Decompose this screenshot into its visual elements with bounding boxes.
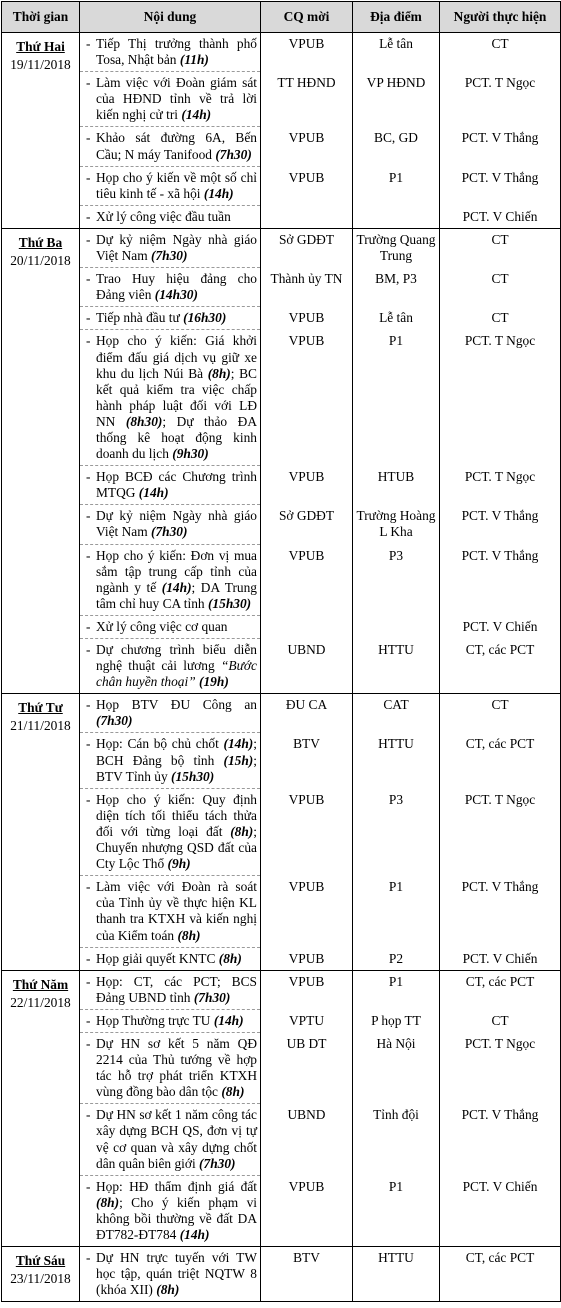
agenda-text <box>96 36 257 68</box>
agenda-text <box>96 333 257 462</box>
agenda-item <box>80 1104 260 1175</box>
agenda-fragment: Họp BCĐ các Chương trình MTQG <box>96 469 257 501</box>
time-emphasis <box>214 1013 244 1028</box>
column-place <box>353 1247 440 1302</box>
time-label: (9h) <box>167 856 191 872</box>
agenda-item <box>80 505 260 544</box>
performer-value: CT <box>491 1012 509 1028</box>
performer-value: PCT. V Thắng <box>461 879 539 895</box>
location-value: P3 <box>388 547 404 563</box>
bullet-dash: - <box>86 508 91 524</box>
header-location: Địa điểm <box>353 2 440 33</box>
agenda-text <box>96 508 257 540</box>
agenda-text <box>96 736 257 784</box>
agenda-text <box>96 642 257 690</box>
column-cont <box>80 694 261 970</box>
time-label: (14h) <box>138 485 169 501</box>
time-emphasis <box>156 1282 179 1297</box>
agenda-item <box>80 1010 260 1033</box>
day-group <box>2 228 561 693</box>
time-emphasis <box>224 753 254 768</box>
agenda-text <box>96 879 257 943</box>
agenda-item <box>80 72 260 127</box>
agenda-fragment: Xử lý công việc đầu tuần <box>96 208 231 224</box>
agenda-text <box>96 792 257 872</box>
agenda-text <box>96 619 257 635</box>
agenda-fragment: Họp cho ý kiến về một số chỉ tiêu kinh tế - xã hội <box>96 169 257 201</box>
time-emphasis <box>96 713 132 728</box>
performer-value: PCT. V Chiến <box>462 950 538 966</box>
agenda-fragment: Trao Huy hiệu đảng cho Đảng viên <box>96 271 257 303</box>
inviter-value: TT HĐND <box>277 75 336 91</box>
time-emphasis <box>194 990 230 1005</box>
time-emphasis <box>224 736 254 751</box>
agenda-text <box>96 974 257 1006</box>
day-date: 19/11/2018 <box>10 57 71 72</box>
bullet-dash: - <box>86 1107 91 1123</box>
location-value: P1 <box>388 879 404 895</box>
agenda-fragment: ; DA Trung tâm chỉ huy CA tỉnh <box>96 579 257 611</box>
agenda-item <box>80 307 260 330</box>
inviter-value: Sở GDĐT <box>278 508 335 524</box>
column-cont <box>80 970 261 1246</box>
time-label: (8h) <box>221 1084 245 1100</box>
performer-value: CT, các PCT <box>465 1250 535 1266</box>
time-label: (15h30) <box>171 768 215 784</box>
performer-value: PCT. V Chiến <box>462 618 538 634</box>
agenda-item <box>80 33 260 72</box>
agenda-item <box>80 1247 260 1301</box>
agenda-item <box>80 206 260 228</box>
location-value: HTUB <box>377 469 415 485</box>
bullet-dash: - <box>86 1035 91 1051</box>
bullet-dash: - <box>86 1250 91 1266</box>
bullet-dash: - <box>86 642 91 657</box>
performer-value: PCT. V Thắng <box>461 169 539 185</box>
bullet-dash: - <box>86 879 91 895</box>
day-group <box>2 1247 561 1302</box>
agenda-fragment: ; Cho ý kiến phạm vi không bồi thường về đất DA ĐT782-ĐT784 <box>96 1194 257 1242</box>
day-cell <box>2 228 80 693</box>
time-label: (7h30) <box>151 248 188 264</box>
inviter-value: VPUB <box>288 973 325 989</box>
inviter-value: VPTU <box>289 1012 324 1028</box>
column-place <box>353 694 440 970</box>
time-label: (9h30) <box>172 446 209 462</box>
agenda-item <box>80 1033 260 1104</box>
agenda-text <box>96 1107 257 1171</box>
column-cq <box>261 970 353 1246</box>
location-value: P3 <box>388 791 404 807</box>
time-emphasis <box>155 287 198 302</box>
performer-value: PCT. V Chiến <box>462 208 538 224</box>
location-value: HTTU <box>378 642 414 657</box>
bullet-dash: - <box>86 547 91 563</box>
day-date: 22/11/2018 <box>10 994 71 1010</box>
agenda-text <box>96 697 257 729</box>
agenda-item <box>80 229 260 268</box>
agenda-text <box>96 130 257 162</box>
day-name: Thứ Hai <box>16 39 65 54</box>
agenda-fragment: Họp Thường trực TU <box>96 1012 211 1028</box>
day-cell <box>2 1247 80 1302</box>
performer-value: CT <box>491 231 509 247</box>
agenda-fragment: Xử lý công việc cơ quan <box>96 618 228 634</box>
agenda-fragment: Tiếp Thị trưởng thành phố Tosa, Nhật bản <box>96 36 257 68</box>
day-name: Thứ Năm <box>12 976 69 992</box>
inviter-value: VPUB <box>288 333 325 349</box>
bullet-dash: - <box>86 736 91 752</box>
performer-value: PCT. T Ngọc <box>464 333 536 349</box>
location-value: P1 <box>388 1178 404 1194</box>
agenda-text <box>96 951 257 967</box>
agenda-item <box>80 466 260 505</box>
agenda-item <box>80 639 260 693</box>
agenda-fragment: Dự HN sơ kết 5 năm QĐ 2214 của Thủ tướng về hợp tác hỗ trợ phát triển KTXH vùng đồng bào dân tộc <box>96 1035 257 1100</box>
time-label: (16h30) <box>183 310 227 326</box>
bullet-dash: - <box>86 791 91 807</box>
time-label: (15h) <box>223 752 254 768</box>
time-emphasis <box>151 524 187 539</box>
agenda-fragment: ; BCH Đảng bộ tỉnh <box>96 736 257 768</box>
time-emphasis <box>183 310 226 325</box>
day-group <box>2 970 561 1246</box>
column-person <box>440 33 561 229</box>
agenda-item <box>80 545 260 616</box>
day-cell <box>2 694 80 970</box>
day-date: 21/11/2018 <box>10 718 71 734</box>
time-label: (19h) <box>195 674 229 690</box>
time-label: (14h30) <box>154 287 198 303</box>
time-label: (11h) <box>179 52 209 68</box>
time-emphasis <box>221 1084 244 1099</box>
column-cq <box>261 33 353 229</box>
column-place <box>353 33 440 229</box>
location-value: P1 <box>388 333 404 349</box>
bullet-dash: - <box>86 310 91 326</box>
agenda-fragment: Dự kỷ niệm Ngày nhà giáo Việt Nam <box>96 508 257 540</box>
agenda-text <box>96 1179 257 1243</box>
agenda-item <box>80 948 260 970</box>
header-inviter: CQ mời <box>261 2 353 33</box>
performer-value: CT <box>491 697 509 713</box>
performer-value: CT <box>491 310 509 326</box>
time-emphasis <box>162 580 192 595</box>
time-emphasis <box>196 674 229 689</box>
agenda-fragment: Làm việc với Đoàn giám sát của HĐND tỉnh về trả lời kiến nghị cử tri <box>96 75 257 123</box>
inviter-value: VPUB <box>288 791 325 807</box>
location-value: BC, GD <box>374 130 418 146</box>
column-person <box>440 970 561 1246</box>
agenda-fragment: ; Chuyển nhượng QSD đất của Cty Lộc Thổ <box>96 823 257 872</box>
location-value: VP HĐND <box>366 75 426 91</box>
agenda-text <box>96 232 257 264</box>
time-emphasis <box>208 366 231 381</box>
performer-value: PCT. T Ngọc <box>464 791 536 807</box>
inviter-value: VPUB <box>288 547 325 563</box>
agenda-fragment: Họp cho ý kiến: Quy định diện tích tối thiểu tách thửa đối với từng loại đất <box>96 791 257 839</box>
time-label: (8h) <box>230 823 254 839</box>
agenda-text <box>96 271 257 303</box>
agenda-item <box>80 876 260 947</box>
location-value: P1 <box>388 169 404 185</box>
time-label: (14h) <box>203 185 234 201</box>
column-person <box>440 694 561 970</box>
location-value <box>353 616 439 639</box>
agenda-text <box>96 170 257 202</box>
location-value: Tỉnh đội <box>373 1107 419 1123</box>
bullet-dash: - <box>86 231 91 247</box>
inviter-value: ĐU CA <box>285 697 328 713</box>
agenda-text <box>96 310 257 326</box>
header-performer: Người thực hiện <box>440 2 561 33</box>
column-cont <box>80 228 261 693</box>
column-cq <box>261 694 353 970</box>
time-emphasis <box>180 1227 210 1242</box>
bullet-dash: - <box>86 271 91 287</box>
bullet-dash: - <box>86 950 91 966</box>
inviter-value: VPUB <box>288 130 325 146</box>
bullet-dash: - <box>86 169 91 185</box>
bullet-dash: - <box>86 469 91 485</box>
agenda-fragment: Họp cho ý kiến: Giá khởi điểm đấu giá dịch vụ giữ xe khu du lịch Núi Bà <box>96 333 257 381</box>
schedule-body <box>2 33 561 1302</box>
agenda-fragment: Khảo sát đường 6A, Bến Cầu; N máy Tanifood <box>96 130 257 162</box>
time-label: (8h) <box>96 1194 120 1210</box>
inviter-value: VPUB <box>288 950 325 966</box>
time-emphasis <box>204 186 234 201</box>
time-label: (14h) <box>213 1012 244 1028</box>
bullet-dash: - <box>86 973 91 989</box>
bullet-dash: - <box>86 36 91 51</box>
time-emphasis <box>168 856 191 871</box>
time-emphasis <box>96 1195 119 1210</box>
time-label: (8h) <box>177 927 201 943</box>
agenda-text <box>96 75 257 123</box>
time-label: (7h30) <box>151 524 188 540</box>
agenda-fragment: Dự kỷ niệm Ngày nhà giáo Việt Nam <box>96 231 257 264</box>
bullet-dash: - <box>86 618 91 634</box>
schedule-table <box>1 1 561 1302</box>
agenda-fragment: Họp BTV ĐU Công an <box>96 697 257 713</box>
agenda-item <box>80 733 260 788</box>
bullet-dash: - <box>86 130 91 146</box>
column-cont <box>80 1247 261 1302</box>
time-emphasis <box>215 147 251 162</box>
agenda-fragment: Dự HN trực tuyến với TW học tập, quán triệt NQTW 8 (khóa XII) <box>96 1250 257 1298</box>
performer-value: CT, các PCT <box>465 973 535 989</box>
performer-value: PCT. V Thắng <box>461 547 539 563</box>
day-group <box>2 33 561 229</box>
agenda-item <box>80 268 260 307</box>
day-name: Thứ Ba <box>18 234 63 250</box>
agenda-fragment: ; Dự thảo ĐA thống kê hoạt động kinh doanh du lịch <box>96 413 257 462</box>
performer-value: PCT. V Thắng <box>461 130 539 146</box>
performer-value: CT, các PCT <box>465 736 535 752</box>
column-person <box>440 1247 561 1302</box>
location-value: P1 <box>388 973 404 989</box>
column-cq <box>261 228 353 693</box>
inviter-value <box>261 616 352 639</box>
column-person <box>440 228 561 693</box>
time-emphasis <box>171 769 214 784</box>
inviter-value: VPUB <box>288 879 325 895</box>
performer-value: CT, các PCT <box>465 642 535 657</box>
inviter-value: VPUB <box>288 1178 325 1194</box>
agenda-fragment: Tiếp nhà đầu tư <box>96 310 180 326</box>
inviter-value: Thành ủy TN <box>270 271 343 287</box>
inviter-value: UB DT <box>286 1035 327 1051</box>
agenda-fragment: Họp: Cán bộ chủ chốt <box>96 736 224 752</box>
agenda-text <box>96 1250 257 1298</box>
time-emphasis <box>126 414 162 429</box>
performer-value: PCT. V Thắng <box>461 508 539 524</box>
agenda-item <box>80 1176 260 1246</box>
performer-value: PCT. T Ngọc <box>464 1035 536 1051</box>
bullet-dash: - <box>86 208 91 224</box>
performer-value: CT <box>491 271 509 287</box>
agenda-text <box>96 1013 257 1029</box>
time-label: (14h) <box>181 107 212 123</box>
time-emphasis <box>199 1156 235 1171</box>
agenda-fragment: Họp cho ý kiến: Đơn vị mua sắm tập trung cấp tỉnh của ngành y tế <box>96 547 257 595</box>
agenda-fragment: Họp: CT, các PCT; BCS Đảng UBND tỉnh <box>96 973 257 1005</box>
time-emphasis <box>177 928 200 943</box>
time-emphasis <box>208 596 251 611</box>
agenda-fragment: Dự chương trình biểu diễn nghệ thuật cải lương <box>96 642 257 674</box>
day-group <box>2 694 561 970</box>
performer-value: PCT. V Thắng <box>461 1107 539 1123</box>
time-label: (8h) <box>156 1282 180 1298</box>
inviter-value: UBND <box>287 1107 326 1123</box>
bullet-dash: - <box>86 333 91 349</box>
agenda-fragment: “Bước chân huyền thoại” <box>96 658 257 690</box>
location-value: Trường Hoàng L Kha <box>356 508 436 540</box>
day-cell <box>2 33 80 229</box>
time-label: (7h30) <box>215 146 252 162</box>
location-value: P2 <box>388 950 404 966</box>
agenda-fragment: ; BTV Tỉnh ủy <box>96 752 257 784</box>
inviter-value: BTV <box>293 1250 320 1266</box>
location-value: Trường Quang Trung <box>356 231 436 264</box>
time-label: (7h30) <box>199 1155 236 1171</box>
inviter-value: VPUB <box>288 36 325 51</box>
agenda-text <box>96 548 257 612</box>
location-value: P họp TT <box>371 1012 421 1028</box>
time-emphasis <box>230 824 253 839</box>
inviter-value: VPUB <box>288 310 325 326</box>
location-value: BM, P3 <box>375 271 417 287</box>
time-label: (8h30) <box>125 413 163 429</box>
bullet-dash: - <box>86 1178 91 1194</box>
agenda-fragment: ; BC kết quả kiểm tra việc chấp hành pháp luật đối với LĐ NN <box>96 365 257 429</box>
location-value: Lễ tân <box>379 310 413 326</box>
performer-value: CT <box>491 36 509 51</box>
inviter-value: Sở GDĐT <box>278 231 335 247</box>
day-cell <box>2 970 80 1246</box>
inviter-value: VPUB <box>288 469 325 485</box>
day-name: Thứ Tư <box>18 700 63 716</box>
bullet-dash: - <box>86 1012 91 1028</box>
performer-value: PCT. V Chiến <box>462 1178 538 1194</box>
time-label: (14h) <box>223 736 254 752</box>
performer-value: PCT. T Ngọc <box>464 75 536 91</box>
column-place <box>353 970 440 1246</box>
agenda-item <box>80 789 260 876</box>
performer-value: PCT. T Ngọc <box>464 469 536 485</box>
time-label: (8h) <box>207 365 231 381</box>
bullet-dash: - <box>86 697 91 713</box>
location-value: CAT <box>383 697 409 713</box>
agenda-fragment: Dự HN sơ kết 1 năm công tác xây dựng BCH QS, đơn vị tự vệ cơ quan và xây dựng chốt dân quân biên giới <box>96 1107 257 1171</box>
agenda-text <box>96 469 257 501</box>
agenda-fragment: Làm việc với Đoàn rà soát của Tỉnh ủy về thực hiện KL thanh tra KTXH và kiến nghị của Kiểm toán <box>96 879 257 943</box>
agenda-item <box>80 330 260 466</box>
column-cq <box>261 1247 353 1302</box>
time-label: (7h30) <box>96 713 133 729</box>
header-content: Nội dung <box>80 2 261 33</box>
inviter-value: BTV <box>293 736 320 752</box>
time-label: (7h30) <box>193 989 231 1005</box>
agenda-item <box>80 694 260 733</box>
location-value <box>353 206 439 228</box>
agenda-fragment: Họp: HĐ thẩm định giá đất <box>96 1178 257 1194</box>
day-date: 20/11/2018 <box>10 252 71 268</box>
time-emphasis <box>219 951 242 966</box>
agenda-item <box>80 616 260 639</box>
time-emphasis <box>180 52 209 67</box>
agenda-item <box>80 167 260 206</box>
time-label: (14h) <box>161 579 192 595</box>
column-place <box>353 228 440 693</box>
inviter-value: UBND <box>287 642 326 657</box>
agenda-item <box>80 971 260 1010</box>
day-name: Thứ Sáu <box>15 1253 66 1269</box>
time-emphasis <box>151 248 187 263</box>
header-row <box>2 2 561 33</box>
time-label: (14h) <box>179 1227 210 1242</box>
location-value: Lễ tân <box>379 36 413 51</box>
location-value: Hà Nội <box>376 1035 416 1051</box>
inviter-value: VPUB <box>288 169 325 185</box>
time-emphasis <box>172 446 208 461</box>
location-value: HTTU <box>378 736 414 752</box>
agenda-item <box>80 127 260 166</box>
inviter-value <box>261 206 352 228</box>
column-cont <box>80 33 261 229</box>
time-emphasis <box>181 107 211 122</box>
time-emphasis <box>139 485 169 500</box>
location-value: HTTU <box>378 1250 414 1266</box>
time-label: (15h30) <box>207 595 252 611</box>
agenda-text <box>96 209 257 225</box>
day-date: 23/11/2018 <box>10 1271 71 1287</box>
agenda-fragment: Họp giải quyết KNTC <box>96 950 216 966</box>
agenda-text <box>96 1036 257 1100</box>
time-label: (8h) <box>218 950 242 966</box>
bullet-dash: - <box>86 75 91 91</box>
header-time: Thời gian <box>2 2 80 33</box>
